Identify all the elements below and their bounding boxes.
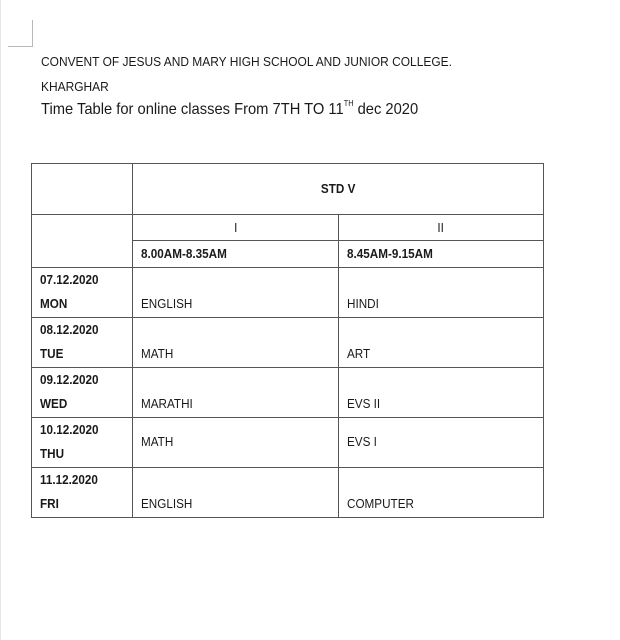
subject-cell bbox=[133, 268, 339, 318]
subject: COMPUTER bbox=[347, 496, 414, 511]
title-prefix: Time Table for online classes From 7TH TO 11 bbox=[41, 101, 344, 118]
period-time: 8.45AM-9.15AM bbox=[347, 246, 433, 261]
standard-heading bbox=[133, 164, 544, 215]
day-date: 08.12.2020 bbox=[40, 322, 99, 337]
day-cell bbox=[32, 318, 133, 368]
period-number-row bbox=[32, 215, 544, 241]
table-row bbox=[32, 268, 544, 318]
subject: MATH bbox=[141, 346, 174, 361]
day-cell bbox=[32, 468, 133, 518]
timetable bbox=[31, 163, 544, 518]
subject-cell bbox=[339, 418, 544, 468]
table-row bbox=[32, 318, 544, 368]
day-name: WED bbox=[40, 396, 68, 411]
subject-cell bbox=[339, 268, 544, 318]
subject-cell bbox=[133, 468, 339, 518]
title-suffix: dec 2020 bbox=[353, 101, 419, 118]
subject-cell bbox=[133, 318, 339, 368]
period-time: 8.00AM-8.35AM bbox=[141, 246, 227, 261]
empty-label-cell bbox=[32, 215, 133, 268]
day-date: 11.12.2020 bbox=[40, 472, 98, 487]
period-number: II bbox=[437, 220, 445, 235]
table-row bbox=[32, 368, 544, 418]
day-cell bbox=[32, 268, 133, 318]
subject-cell bbox=[133, 368, 339, 418]
empty-corner-cell bbox=[32, 164, 133, 215]
table-row bbox=[32, 418, 544, 468]
period-time-cell bbox=[339, 241, 544, 268]
standard-label: STD V bbox=[320, 181, 356, 196]
subject: EVS I bbox=[347, 434, 377, 449]
subject: ENGLISH bbox=[141, 296, 193, 311]
period-time-cell bbox=[133, 241, 339, 268]
title-superscript: TH bbox=[343, 99, 354, 108]
school-name: CONVENT OF JESUS AND MARY HIGH SCHOOL AND JUNIOR COLLEGE. bbox=[41, 54, 452, 69]
day-cell bbox=[32, 368, 133, 418]
page-edge bbox=[0, 0, 1, 640]
day-name: THU bbox=[40, 446, 65, 461]
subject: EVS II bbox=[347, 396, 381, 411]
subject-cell bbox=[339, 368, 544, 418]
subject: MARATHI bbox=[141, 396, 193, 411]
day-date: 09.12.2020 bbox=[40, 372, 99, 387]
subject: ART bbox=[347, 346, 371, 361]
school-location: KHARGHAR bbox=[41, 79, 109, 94]
period-number-cell bbox=[133, 215, 339, 241]
day-name: MON bbox=[40, 296, 68, 311]
subject-cell bbox=[339, 318, 544, 368]
subject-cell bbox=[339, 468, 544, 518]
day-cell bbox=[32, 418, 133, 468]
table-row bbox=[32, 468, 544, 518]
day-name: TUE bbox=[40, 346, 64, 361]
period-number-cell bbox=[339, 215, 544, 241]
subject: MATH bbox=[141, 434, 174, 449]
subject: HINDI bbox=[347, 296, 379, 311]
standard-row bbox=[32, 164, 544, 215]
day-name: FRI bbox=[40, 496, 59, 511]
timetable-title bbox=[41, 101, 418, 119]
period-number: I bbox=[233, 220, 238, 235]
margin-corner-mark bbox=[8, 20, 33, 47]
subject: ENGLISH bbox=[141, 496, 193, 511]
day-date: 07.12.2020 bbox=[40, 272, 99, 287]
day-date: 10.12.2020 bbox=[40, 422, 99, 437]
subject-cell bbox=[133, 418, 339, 468]
